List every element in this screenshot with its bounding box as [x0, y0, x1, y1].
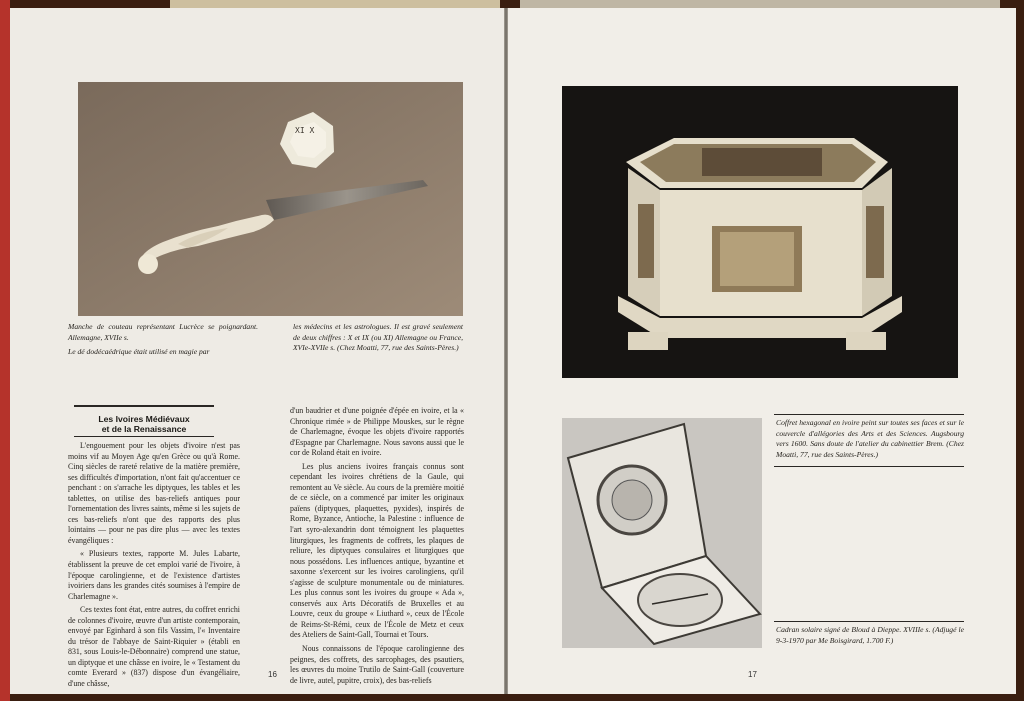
coffret-caption-rule-bottom	[774, 466, 964, 467]
section-heading-line1: Les Ivoires Médiévaux	[98, 414, 190, 424]
book-cover-edge	[0, 0, 10, 701]
hexagonal-coffret-photo	[562, 86, 958, 378]
cadran-caption-text: Cadran solaire signé de Bloud à Dieppe. XVIIIe s. (Adjugé le 9-3-1970 par Me Boisgirard, 1.700 F.)	[776, 625, 964, 645]
paragraph: Nous connaissons de l'époque carolingienne des peignes, des coffrets, des sarcophages, des psautiers, les œuvres du moine Trutilo de Saint-Gall (couverture de livre, autel, pupitre, croix), des bas-reliefs	[290, 644, 464, 685]
sundial-compass-photo	[562, 418, 762, 648]
paragraph: L'engouement pour les objets d'ivoire n'est pas moins vif au Moyen Age qu'en Grèce ou qu'à Rome. Cinq siècles de rareté relative de la matière première, ses difficultés d'importation, n'ont fait qu'accentuer ce penchant : on s'arrache les diptyques, les tables et les tablettes, on utilise des bas-reliefs antiques pour l'ornementation des livres saints, même si les sujets de ces bas-reliefs n'ont que des rapports des plus lointains — pour ne pas dire plus — avec les textes évangéliques :	[68, 441, 240, 545]
cadran-caption-rule-top	[774, 621, 964, 622]
paragraph: Les plus anciens ivoires français connus sont cependant les ivoires chrétiens de la Gaule, qui remontent au Ve siècle. Au cours de la première moitié de ce siècle, on a commencé par imiter les originaux païens (diptyques, plaquettes, pyxides), inspirés de Rome, Byzance, Antioche, la Palestine : influence de l'art syro-alexandrin dont témoignent les plaquettes liturgiques, les fragments de coffrets, les plaques de reliure, les diptyques consulaires et liturgiques que nous possédons. Les influences antique, byzantine et saxonne s'exercent sur les ivoires carolingiens, qu'il s'agisse de sculpture monumentale ou de miniatures. Les plus connus sont les ivoires du groupe « Ada », conservés aux Arts Décoratifs de Bruxelles et au Louvre, ceux du groupe « Liuthard », ceux de l'École de Reims-St-Rémi, ceux de l'École de Metz et ceux des Ateliers de Saint-Gall, Tournai et Tours.	[290, 461, 464, 640]
right-page	[508, 8, 1016, 694]
coffret-caption-rule-top	[774, 414, 964, 415]
die-caption	[293, 322, 463, 358]
knife-caption	[68, 322, 258, 362]
text-column-2	[290, 406, 464, 685]
left-page	[10, 8, 504, 694]
die-marks	[295, 126, 335, 146]
page-number-left: 16	[268, 670, 277, 679]
paragraph: d'un baudrier et d'une poignée d'épée en ivoire, et la « Chronique rimée » de Philippe Mouskes, sur le règne de Charlemagne, évoque les objets d'ivoire rapportés d'Espagne par Charlemagne. Nous savons aussi que le cor de Roland était en ivoire.	[290, 406, 464, 458]
next-page-edge	[170, 0, 500, 8]
knife-caption-line: Manche de couteau représentant Lucrèce se poignardant. Allemagne, XVIIe s.	[68, 322, 258, 342]
die-text: XI X	[295, 126, 315, 135]
paragraph: « Plusieurs textes, rapporte M. Jules Labarte, établissent la preuve de cet emploi varié de l'ivoire, à l'époque carolingienne, et de l'existence d'artistes ivoiriers dans les grandes cités soumises à l'empire de Charlemagne ».	[68, 549, 240, 601]
coffret-caption	[776, 418, 964, 464]
section-heading-line2: et de la Renaissance	[101, 424, 187, 434]
coffret-caption-text: Coffret hexagonal en ivoire peint sur toutes ses faces et sur le couvercle d'allégories des Arts et des Sciences. Augsbourg vers 1600. Sans doute de l'atelier du cabinettier Brem. (Chez Moatti, 77, rue des Saints-Pères.)	[776, 418, 964, 459]
text-column-1	[68, 441, 240, 689]
page-number-right: 17	[748, 670, 757, 679]
knife-and-die-photo	[78, 82, 463, 316]
next-page-edge-right	[520, 0, 1000, 8]
die-caption-line: Le dé dodécaédrique était utilisé en magie par	[68, 347, 210, 357]
die-caption-continued: les médecins et les astrologues. Il est gravé seulement de deux chiffres : X et IX (ou XI) Allemagne ou France, XVIe-XVIIe s. (Chez Moatti, 77, rue des Saints-Pères.)	[293, 322, 463, 353]
heading-rule-top	[74, 405, 214, 407]
heading-rule-bottom	[74, 436, 214, 437]
paragraph: Ces textes font état, entre autres, du coffret enrichi de colonnes d'ivoire, œuvre d'un artiste contemporain, envoyé par Eginhard à son fils Vassim, l'« Inventaire du trésor de l'abbaye de Saint-Riquier » (établi en 831, sous Louis-le-Débonnaire) comprend une statue, un diptyque et une châsse en ivoire, le « Testament du comte Everard » (837) dispose d'un évangéliaire, d'une châsse,	[68, 605, 240, 689]
cadran-caption	[776, 625, 964, 650]
section-heading	[74, 408, 214, 438]
